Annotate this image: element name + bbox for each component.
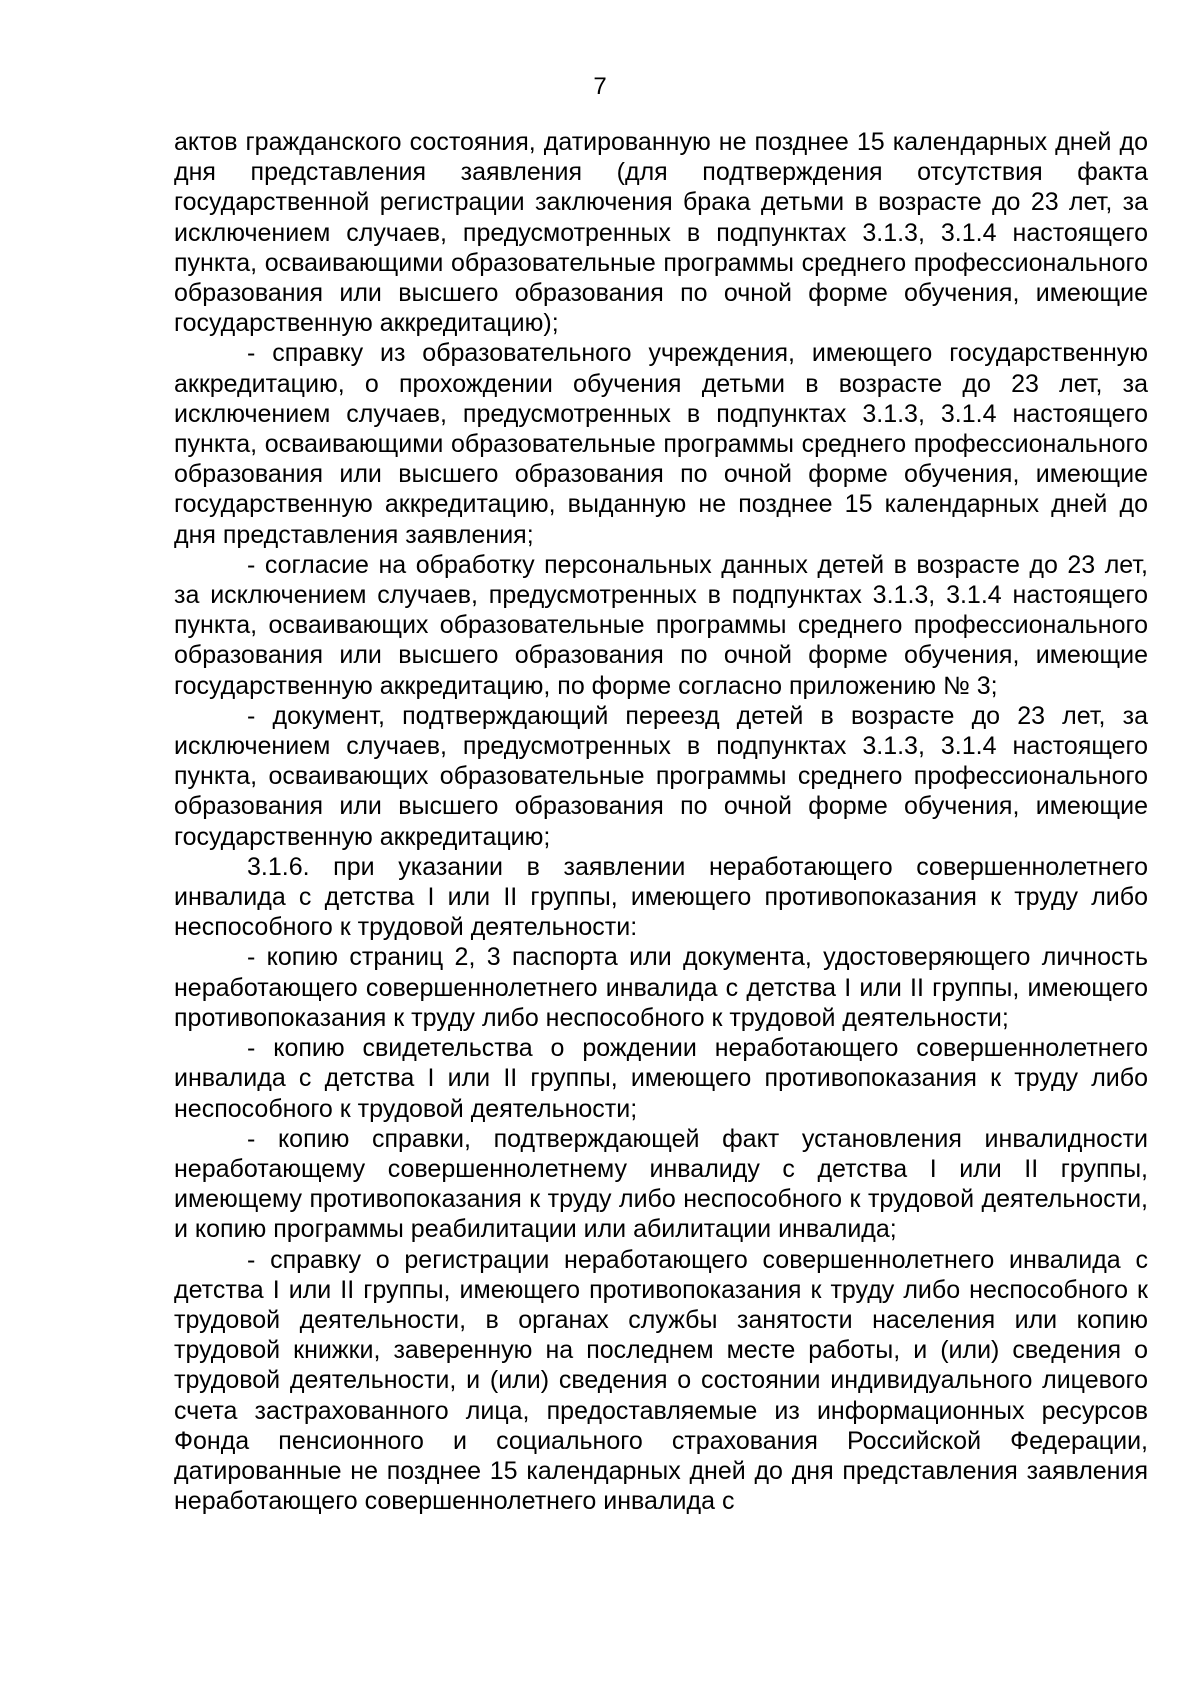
paragraph: - справку из образовательного учреждения, имеющего государственную аккредитацию, о прохождении обучения детьми в возрасте до 23 лет, за исключением случаев, предусмотренных в подпунктах 3.1.3, 3.1.4 настоящего пункта, осваивающими образовательные программы среднего профессионального образования или высшего образования по очной форме обучения, имеющие государственную аккредитацию, выданную не позднее 15 календарных дней до дня представления заявления; — [174, 339, 1148, 549]
paragraph: - копию свидетельства о рождении неработающего совершеннолетнего инвалида с детства I или II группы, имеющего противопоказания к труду либо неспособного к трудовой деятельности; — [174, 1034, 1148, 1123]
page-number: 7 — [593, 73, 607, 100]
paragraph: - документ, подтверждающий переезд детей в возрасте до 23 лет, за исключением случаев, предусмотренных в подпунктах 3.1.3, 3.1.4 настоящего пункта, осваивающих образовательные программы среднего профессионального образования или высшего образования по очной форме обучения, имеющие государственную аккредитацию; — [174, 701, 1148, 851]
paragraph: - справку о регистрации неработающего совершеннолетнего инвалида с детства I или II группы, имеющего противопоказания к труду либо неспособного к трудовой деятельности, в органах службы занятости населения или копию трудовой книжки, заверенную на последнем месте работы, и (или) сведения о трудовой деятельности, и (или) сведения о состоянии индивидуального лицевого счета застрахованного лица, предоставляемые из информационных ресурсов Фонда пенсионного и социального страхования Российской Федерации, датированные не позднее 15 календарных дней до дня представления заявления неработающего совершеннолетнего инвалида с — [174, 1245, 1148, 1516]
document-body — [174, 127, 1148, 1516]
paragraph: актов гражданского состояния, датированную не позднее 15 календарных дней до дня представления заявления (для подтверждения отсутствия факта государственной регистрации заключения брака детьми в возрасте до 23 лет, за исключением случаев, предусмотренных в подпунктах 3.1.3, 3.1.4 настоящего пункта, осваивающими образовательные программы среднего профессионального образования или высшего образования по очной форме обучения, имеющие государственную аккредитацию); — [174, 128, 1148, 338]
paragraph: - копию справки, подтверждающей факт установления инвалидности неработающему совершеннолетнему инвалиду с детства I или II группы, имеющему противопоказания к труду либо неспособного к трудовой деятельности, и копию программы реабилитации или абилитации инвалида; — [174, 1124, 1148, 1244]
subclause-3-1-6: 3.1.6. при указании в заявлении неработающего совершеннолетнего инвалида с детства I или II группы, имеющего противопоказания к труду либо неспособного к трудовой деятельности: — [174, 852, 1148, 942]
paragraph: - согласие на обработку персональных данных детей в возрасте до 23 лет, за исключением случаев, предусмотренных в подпунктах 3.1.3, 3.1.4 настоящего пункта, осваивающих образовательные программы среднего профессионального образования или высшего образования по очной форме обучения, имеющие государственную аккредитацию, по форме согласно приложению № 3; — [174, 550, 1148, 700]
paragraph: - копию страниц 2, 3 паспорта или документа, удостоверяющего личность неработающего совершеннолетнего инвалида с детства I или II группы, имеющего противопоказания к труду либо неспособного к трудовой деятельности; — [174, 943, 1148, 1032]
